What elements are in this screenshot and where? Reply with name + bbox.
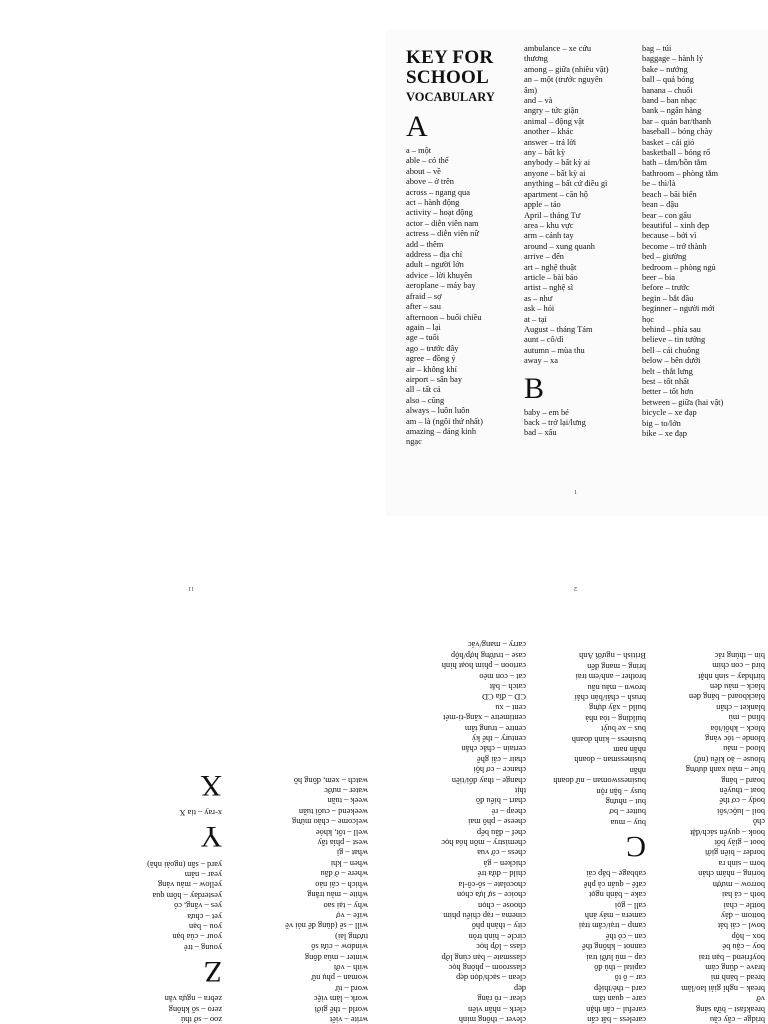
entry-list-b-end — [528, 650, 646, 827]
page-two-rotated — [0, 576, 768, 1024]
vocab-entry: cabbage – bắp cải — [586, 869, 646, 879]
vocab-entry: bus – xe buýt — [601, 724, 646, 734]
vocab-entry: business – kinh doanh — [571, 734, 646, 744]
vocab-entry: bread – bánh mì — [710, 973, 765, 983]
vocab-entry: yesterday – hôm qua — [152, 890, 222, 900]
vocab-entry: busy – bận rộn — [596, 786, 646, 796]
vocab-entry: build – xây dựng — [589, 703, 646, 713]
title-line-2: SCHOOL — [406, 67, 490, 88]
column-b-continued — [647, 649, 765, 1024]
vocab-entry: basket – cái giỏ — [642, 137, 695, 147]
vocab-entry: beautiful – xinh đẹp — [642, 220, 710, 230]
vocab-entry: zoo – sở thú — [181, 1015, 222, 1024]
vocab-entry: clear – rõ ràng — [477, 994, 526, 1004]
vocab-entry: brother – anh/em trai — [575, 672, 646, 682]
vocab-entry: belt – thắt lưng — [642, 366, 693, 376]
vocab-entry: capital – thủ đô — [594, 962, 646, 972]
entry-list-a — [406, 146, 522, 448]
vocab-entry: chemistry – môn hóa học — [441, 838, 526, 848]
vocab-entry: nhân — [629, 765, 646, 775]
vocab-entry: around – xung quanh — [524, 241, 595, 251]
vocab-entry: answer – trả lời — [524, 137, 577, 147]
vocab-entry: among – giữa (nhiều vật) — [524, 64, 609, 74]
vocab-entry: clean – sạch/dọn dẹp — [456, 973, 526, 983]
vocab-entry: basketball – bóng rổ — [642, 148, 711, 158]
vocab-entry: café – quán cà phê — [583, 879, 646, 889]
vocab-entry: white – màu trắng — [307, 890, 368, 900]
vocab-entry: borrow – mượn — [712, 879, 765, 889]
vocab-entry: clerk – nhân viên — [468, 1004, 526, 1014]
vocab-entry: beginner – người mới — [642, 304, 715, 314]
entry-list-a2 — [524, 44, 640, 367]
vocab-entry: carry – mang/vác — [467, 640, 526, 650]
vocab-entry: nhân nam — [613, 745, 646, 755]
vocab-entry: bank – ngân hàng — [642, 106, 702, 116]
entry-list-b-continued — [647, 649, 765, 1024]
vocab-entry: because – bởi vì — [642, 231, 697, 241]
vocab-entry: bridge – cây cầu — [709, 1015, 765, 1024]
vocab-entry: careless – bất cẩn — [587, 1015, 646, 1024]
vocab-entry: careful – cẩn thận — [586, 1004, 646, 1014]
vocab-entry: brown – màu nâu — [587, 682, 646, 692]
vocab-entry: building – tòa nhà — [585, 713, 646, 723]
vocab-entry: cheap – rẻ — [491, 806, 526, 816]
vocab-entry: area – khu vực — [524, 220, 574, 230]
vocab-entry: when – khi — [330, 858, 368, 868]
vocab-entry: actor – diễn viên nam — [406, 218, 479, 228]
vocab-entry: work – làm việc — [313, 994, 368, 1004]
vocab-entry: animal – động vật — [524, 116, 585, 126]
entry-list-w — [228, 774, 368, 1024]
column-xyz — [72, 766, 222, 1024]
vocab-entry: add – thêm — [406, 239, 444, 249]
subtitle: VOCABULARY — [406, 90, 495, 104]
vocab-entry: call – gọi — [614, 900, 646, 910]
vocab-entry: centre – trung tâm — [464, 723, 526, 733]
vocab-entry: child – đứa trẻ — [477, 869, 526, 879]
vocab-entry: chance – cơ hội — [473, 765, 526, 775]
vocab-entry: ask – hỏi — [524, 304, 555, 314]
vocab-entry: cent – xu — [495, 702, 526, 712]
vocab-entry: after – sau — [406, 302, 441, 312]
vocab-entry: away – xa — [524, 356, 558, 366]
vocab-entry: wife – vợ — [336, 910, 368, 920]
title-line-1: KEY FOR — [406, 47, 494, 68]
vocab-entry: blood – máu — [723, 744, 765, 754]
vocab-entry: about – về — [406, 166, 441, 176]
vocab-entry: choose – chọn — [478, 900, 526, 910]
vocab-entry: ball – quả bóng — [642, 75, 694, 85]
section-letter-c: C — [625, 829, 646, 863]
vocab-entry: welcome – chào mừng — [292, 817, 368, 827]
vocab-entry: anybody – bất kỳ ai — [524, 158, 591, 168]
vocab-entry: aunt – cô/dì — [524, 335, 564, 345]
vocab-entry: before – trước — [642, 283, 690, 293]
vocab-entry: cinema – rạp chiếu phim — [443, 910, 526, 920]
vocab-entry: block – khối/tòa — [710, 723, 765, 733]
vocab-entry: choice – sự lựa chọn — [456, 890, 526, 900]
column-w — [228, 774, 368, 1024]
vocab-entry: again – lại — [406, 322, 441, 332]
vocab-entry: believe – tin tưởng — [642, 335, 706, 345]
vocab-entry: vỡ — [756, 994, 765, 1004]
vocab-entry: bottle – chai — [723, 900, 765, 910]
vocab-entry: bring – mang đến — [587, 661, 646, 671]
vocab-entry: chair – cái ghế — [476, 754, 526, 764]
vocab-entry: board – bảng — [721, 775, 765, 785]
vocab-entry: also – cũng — [406, 395, 445, 405]
entry-list-c-start — [528, 868, 646, 1024]
vocab-entry: cheese – phô mai — [468, 817, 526, 827]
vocab-entry: baggage – hành lý — [642, 54, 704, 64]
vocab-entry: businessman – doanh — [574, 755, 646, 765]
vocab-entry: bathroom – phòng tắm — [642, 168, 719, 178]
vocab-entry: why – tại sao — [323, 900, 368, 910]
vocab-entry: âm) — [524, 85, 538, 95]
vocab-entry: thương — [524, 54, 548, 64]
vocab-entry: activity – hoạt động — [406, 208, 473, 218]
section-letter-y: Y — [200, 820, 222, 854]
vocab-entry: bar – quán bar/thanh — [642, 116, 712, 126]
vocab-entry: black – màu đen — [709, 682, 765, 691]
entry-list-b-start — [524, 408, 640, 439]
vocab-entry: where – ở đâu — [320, 869, 368, 879]
vocab-entry: thịt — [514, 786, 526, 796]
vocab-entry: breakfast – bữa sáng — [696, 1004, 765, 1014]
vocab-entry: chef – đầu bếp — [476, 827, 526, 837]
vocab-entry: ago – trước đây — [406, 343, 459, 353]
vocab-entry: blackboard – bảng đen — [688, 692, 765, 702]
vocab-entry: woman – phụ nữ — [311, 973, 368, 983]
vocab-entry: better – tốt hơn — [642, 387, 694, 397]
vocab-entry: adult – người lớn — [406, 260, 464, 270]
vocab-entry: be – thì/là — [642, 179, 676, 189]
vocab-entry: agree – đồng ý — [406, 354, 456, 364]
vocab-entry: baby – em bé — [524, 407, 569, 417]
vocab-entry: bear – con gấu — [642, 210, 692, 220]
vocab-entry: weekend – cuối tuần — [298, 806, 368, 816]
vocab-entry: tương lai) — [335, 931, 368, 941]
vocab-entry: book – quyển sách/đặt — [689, 827, 765, 837]
vocab-entry: bean – đậu — [642, 200, 679, 210]
vocab-entry: anyone – bất kỳ ai — [524, 168, 586, 178]
vocab-entry: cat – con mèo — [479, 671, 526, 681]
vocab-entry: cannot – không thể — [582, 942, 646, 952]
vocab-entry: brush – chải/bàn chải — [574, 693, 646, 703]
vocab-entry: bag – túi — [642, 44, 672, 53]
vocab-entry: between – giữa (hai vật) — [642, 397, 724, 407]
vocab-entry: but – nhưng — [605, 797, 646, 807]
vocab-entry: across – ngang qua — [406, 187, 470, 197]
entry-list-z — [72, 993, 222, 1024]
vocab-entry: blanket – chăn — [716, 702, 765, 712]
vocab-entry: boy – cậu bé — [722, 942, 765, 952]
vocab-entry: yet – chưa — [187, 911, 222, 921]
vocab-entry: arm – cánh tay — [524, 231, 574, 241]
page-number: 1 — [574, 490, 577, 496]
vocab-entry: any – bất kỳ — [524, 148, 566, 158]
vocab-entry: a – một — [406, 146, 432, 155]
vocab-entry: card – thẻ/thiệp — [593, 983, 646, 993]
vocab-entry: aeroplane – máy bay — [406, 281, 476, 291]
vocab-entry: classmate – bạn cùng lớp — [441, 952, 526, 962]
vocab-entry: with – với — [333, 962, 368, 972]
vocab-entry: apartment – căn hộ — [524, 189, 588, 199]
vocab-entry: blonde – tóc vàng — [705, 734, 765, 744]
vocab-entry: west – phía tây — [317, 838, 368, 848]
vocab-entry: autumn – mùa thu — [524, 345, 585, 355]
vocab-entry: actress – diễn viên nữ — [406, 229, 479, 239]
vocab-entry: best – tốt nhất — [642, 377, 690, 386]
entry-list-b — [642, 44, 766, 439]
vocab-entry: chicken – gà — [483, 858, 526, 868]
vocab-entry: write – viết — [329, 1015, 368, 1024]
vocab-entry: butter – bơ — [609, 807, 646, 817]
page-one — [386, 30, 768, 516]
section-letter-z: Z — [203, 954, 222, 988]
vocab-entry: another – khác — [524, 127, 574, 137]
vocab-entry: world – thế giới — [314, 1004, 368, 1014]
vocab-entry: classroom – phòng học — [448, 962, 526, 972]
vocab-entry: centimetre – xăng-ti-mét — [443, 713, 526, 723]
vocab-entry: box – hộp — [731, 931, 765, 941]
vocab-entry: begin – bắt đầu — [642, 293, 694, 303]
vocab-entry: bed – giường — [642, 252, 687, 262]
vocab-entry: article – bài báo — [524, 272, 578, 282]
entry-list-x — [72, 807, 222, 817]
vocab-entry: bedroom – phòng ngủ — [642, 262, 716, 272]
vocab-entry: century – thế kỷ — [471, 734, 526, 744]
vocab-entry: brave – dũng cảm — [705, 962, 765, 972]
vocab-entry: window – cửa sổ — [311, 942, 368, 952]
vocab-entry: address – địa chỉ — [406, 250, 463, 260]
vocab-entry: bath – tắm/bồn tắm — [642, 158, 707, 168]
vocab-entry: back – trở lại/lưng — [524, 418, 586, 427]
vocab-entry: bottom – đáy — [720, 910, 765, 920]
vocab-entry: học — [642, 314, 655, 324]
vocab-entry: April – tháng Tư — [524, 210, 581, 220]
vocab-entry: chocolate – sô-cô-la — [458, 879, 526, 889]
vocab-entry: change – thay đổi/tiền — [451, 775, 526, 785]
vocab-entry: boil – luộc/sôi — [717, 806, 765, 816]
vocab-entry: which – cái nào — [315, 879, 368, 889]
vocab-entry: apple – táo — [524, 200, 561, 210]
vocab-entry: break – nghỉ giải lao/làm — [681, 983, 765, 993]
vocab-entry: afternoon – buổi chiều — [406, 312, 482, 322]
vocab-entry: camp – trại/cắm trại — [578, 921, 646, 931]
vocab-entry: blouse – áo kiểu (nữ) — [693, 754, 765, 764]
entry-list-c-continued — [404, 639, 526, 1024]
column-a — [406, 48, 522, 448]
vocab-entry: afraid – sợ — [406, 291, 442, 301]
vocab-entry: ngạc — [406, 437, 422, 447]
vocab-entry: band – ban nhạc — [642, 96, 697, 106]
vocab-entry: bad – xấu — [524, 428, 557, 438]
vocab-entry: airport – sân bay — [406, 374, 463, 384]
vocab-entry: yard – sân (ngoài nhà) — [147, 859, 222, 869]
column-a2 — [524, 44, 640, 439]
vocab-entry: boat – thuyền — [719, 786, 765, 796]
vocab-entry: camera – máy ảnh — [584, 910, 646, 920]
page-number-left: 2 — [574, 585, 577, 591]
vocab-entry: banana – chuối — [642, 85, 693, 95]
vocab-entry: bike – xe đạp — [642, 429, 687, 439]
vocab-entry: x-ray – tia X — [179, 808, 222, 818]
column-c-start — [528, 650, 646, 1024]
vocab-entry: week – tuần — [327, 796, 368, 806]
vocab-entry: an – một (trước nguyên — [524, 75, 603, 85]
vocab-entry: both – cả hai — [721, 890, 765, 900]
vocab-entry: water – nước — [324, 786, 368, 796]
vocab-entry: amazing – đáng kinh — [406, 426, 477, 436]
vocab-entry: case – trường hợp/hộp — [450, 650, 526, 660]
vocab-entry: bicycle – xe đạp — [642, 408, 697, 418]
vocab-entry: what – gì — [336, 848, 368, 858]
vocab-entry: young – trẻ — [183, 942, 222, 952]
vocab-entry: city – thành phố — [471, 921, 526, 931]
vocab-entry: behind – phía sau — [642, 324, 701, 334]
vocab-entry: bird – con chim — [712, 661, 765, 671]
vocab-entry: chess – cờ vua — [477, 848, 526, 858]
vocab-entry: care – quan tâm — [592, 994, 646, 1004]
vocab-entry: businesswoman – nữ doanh — [553, 776, 646, 786]
vocab-entry: am – là (ngôi thứ nhất) — [406, 416, 483, 426]
vocab-entry: arrive – đến — [524, 252, 564, 262]
vocab-entry: you – bạn — [188, 921, 222, 931]
vocab-entry: cake – bánh ngọt — [589, 890, 646, 900]
vocab-entry: chỗ — [752, 817, 765, 827]
vocab-entry: always – luôn luôn — [406, 406, 470, 416]
vocab-entry: blind – mù — [728, 713, 765, 723]
vocab-entry: CD – đĩa CD — [482, 692, 526, 702]
vocab-entry: year – năm — [184, 869, 222, 879]
vocab-entry: clever – thông minh — [458, 1015, 526, 1024]
vocab-entry: bin – thùng rác — [714, 650, 765, 660]
page-number-right: 11 — [188, 585, 194, 591]
vocab-entry: below – bên dưới — [642, 356, 701, 366]
vocab-entry: anything – bất cứ điều gì — [524, 179, 608, 189]
vocab-entry: age – tuổi — [406, 333, 440, 343]
vocab-entry: body – cơ thể — [719, 796, 765, 806]
section-letter-x: X — [200, 768, 222, 802]
vocab-entry: yellow – màu vàng — [158, 880, 222, 890]
vocab-entry: circle – hình tròn — [468, 931, 526, 941]
vocab-entry: bowl – cái bát — [717, 921, 765, 931]
vocab-entry: cartoon – phim hoạt hình — [441, 661, 526, 671]
vocab-entry: and – và — [524, 96, 553, 106]
vocab-entry: birthday – sinh nhật — [698, 671, 765, 681]
vocab-entry: air – không khí — [406, 364, 457, 374]
vocab-entry: watch – xem, đồng hồ — [293, 775, 368, 785]
vocab-entry: as – như — [524, 293, 553, 303]
vocab-entry: act – hành động — [406, 198, 460, 208]
vocab-entry: advice – lời khuyên — [406, 270, 473, 280]
vocab-entry: boyfriend – bạn trai — [698, 952, 765, 962]
vocab-entry: August – tháng Tám — [524, 324, 593, 334]
column-c-continued — [404, 639, 526, 1024]
vocab-entry: born – sinh ra — [718, 858, 765, 868]
vocab-entry: big – to/lớn — [642, 418, 681, 428]
vocab-entry: can – có thể — [605, 931, 646, 941]
vocab-entry: boot – giày bốt — [714, 838, 765, 848]
vocab-entry: become – trở thành — [642, 241, 707, 251]
vocab-entry: artist – nghệ sĩ — [524, 283, 574, 293]
vocab-entry: class – lớp học — [476, 942, 526, 952]
vocab-entry: catch – bắt — [489, 682, 526, 691]
vocab-entry: will – sẽ (dùng để nói về — [285, 921, 368, 931]
vocab-entry: certain – chắc chắn — [461, 744, 526, 754]
vocab-entry: ambulance – xe cứu — [524, 44, 592, 53]
vocab-entry: baseball – bóng chày — [642, 127, 713, 137]
vocab-entry: your – của bạn — [172, 932, 222, 942]
vocab-entry: well – tốt, khỏe — [315, 827, 368, 837]
vocab-entry: at – tại — [524, 314, 547, 324]
vocab-entry: angry – tức giận — [524, 106, 579, 116]
vocab-entry: winter – mùa đông — [304, 952, 368, 962]
vocab-entry: above – ở trên — [406, 177, 454, 187]
vocab-entry: cap – mũ lưỡi trai — [586, 952, 646, 962]
vocab-entry: art – nghệ thuật — [524, 262, 577, 272]
vocab-entry: zebra – ngựa vằn — [164, 994, 222, 1004]
vocab-entry: bake – nướng — [642, 64, 688, 74]
vocab-entry: boring – nhàm chán — [698, 869, 765, 879]
vocab-entry: buy – mua — [610, 817, 646, 827]
vocab-entry: beach – bãi biển — [642, 189, 697, 199]
vocab-entry: đẹp — [513, 983, 526, 993]
vocab-entry: yes – vâng, có — [174, 901, 222, 911]
vocab-entry: blue – màu xanh dương — [685, 765, 765, 775]
vocab-entry: chart – biểu đồ — [475, 796, 526, 806]
vocab-entry: all – tất cả — [406, 385, 441, 395]
vocab-entry: zero – số không — [168, 1004, 222, 1014]
section-letter-a: A — [406, 110, 428, 143]
vocab-entry: British – người Anh — [579, 651, 646, 661]
vocab-entry: word – từ — [335, 983, 368, 993]
vocab-entry: border – biên giới — [704, 848, 765, 858]
column-b — [642, 44, 766, 439]
vocab-entry: able – có thể — [406, 156, 449, 166]
vocab-entry: bell – cái chuông — [642, 345, 700, 355]
vocab-entry: beer – bia — [642, 272, 676, 282]
section-letter-b: B — [524, 371, 545, 405]
entry-list-y — [72, 858, 222, 952]
vocab-entry: car – ô tô — [614, 973, 646, 983]
